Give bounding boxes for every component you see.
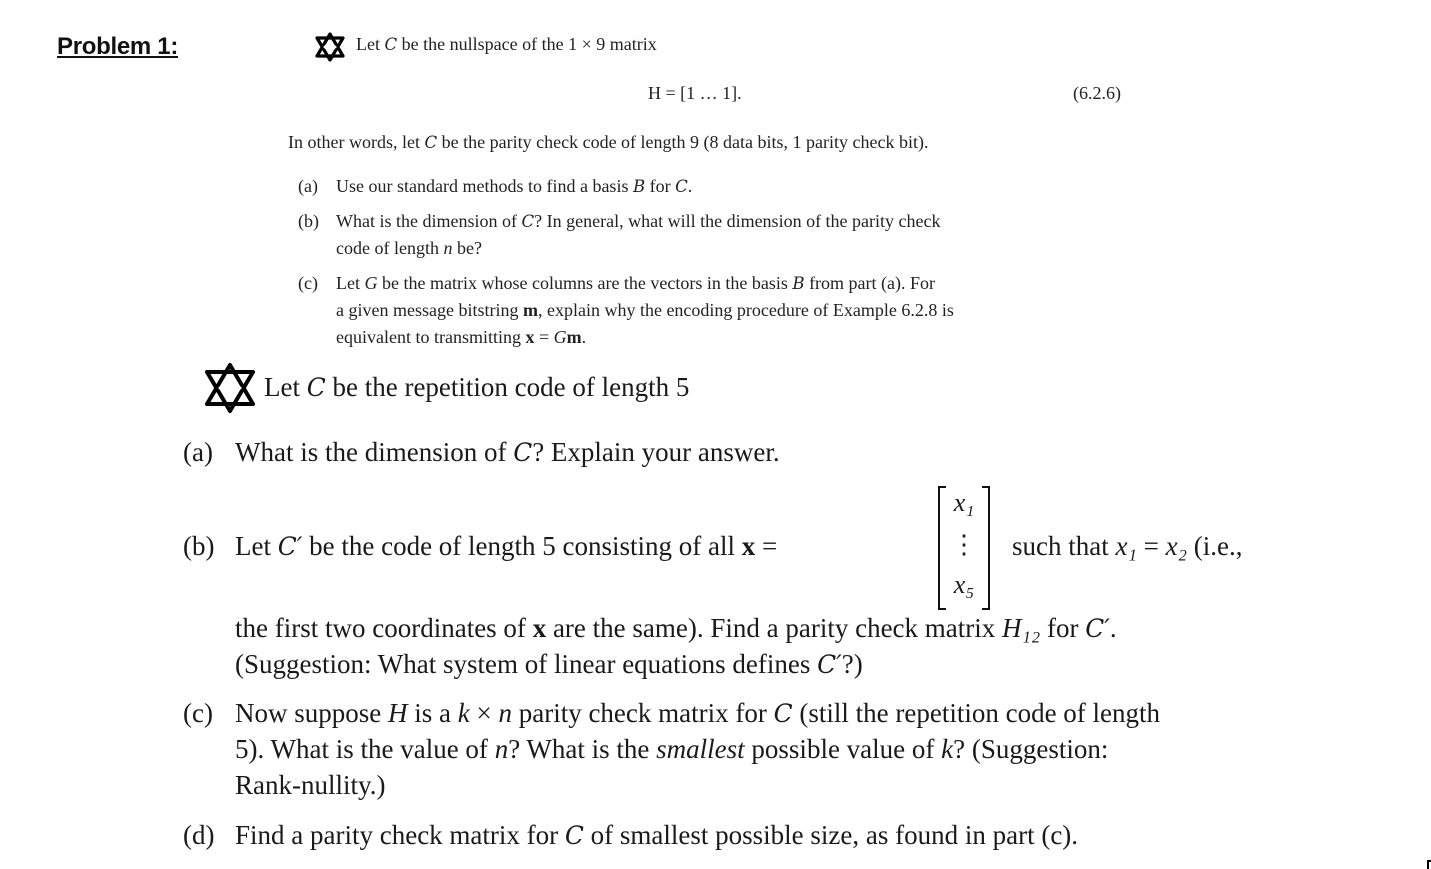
item-label: (b) xyxy=(298,211,319,231)
equation-number: (6.2.6) xyxy=(1073,83,1121,103)
code-C-symbol: C xyxy=(384,35,398,54)
part2-item-b-line3: (Suggestion: What system of linear equations defines C′?) xyxy=(235,649,863,679)
part2-item-c-line2: 5). What is the value of n? What is the smallest possible value of k? (Suggestion: xyxy=(235,734,1109,764)
part2-item-b: (b) Let C′ be the code of length 5 consisting of all x = xyxy=(183,531,778,561)
matrix-vdots: ⋮ xyxy=(951,530,977,559)
part1-item-c-line2: a given message bitstring m, explain why the encoding procedure of Example 6.2.8 is xyxy=(336,300,954,320)
part1-item-b: (b) What is the dimension of C? In general, what will the dimension of the parity check xyxy=(298,211,941,231)
part1-item-c-line3: equivalent to transmitting x = Gm. xyxy=(336,327,587,347)
part1-item-a: (a) Use our standard methods to find a basis B for C. xyxy=(298,176,693,196)
part1-item-c: (c) Let G be the matrix whose columns are the vectors in the basis B from part (a). For xyxy=(298,273,936,293)
item-label: (a) xyxy=(183,437,213,467)
item-label: (d) xyxy=(183,820,215,850)
matrix-entry-bottom: x₅ xyxy=(953,570,975,599)
star-of-david-icon xyxy=(313,32,347,62)
part2-item-c: (c) Now suppose H is a k × n parity check matrix for C (still the repetition code of length xyxy=(183,698,1161,728)
part1-intro: Let C be the nullspace of the 1 × 9 matrix xyxy=(356,34,657,54)
part2-item-d: (d) Find a parity check matrix for C of smallest possible size, as found in part (c). xyxy=(183,820,1079,850)
item-label: (c) xyxy=(298,273,318,293)
part1-other-words: In other words, let C be the parity check code of length 9 (8 data bits, 1 parity check bit). xyxy=(288,132,929,152)
part2-item-b-line2: the first two coordinates of x are the same). Find a parity check matrix H₁₂ for C′. xyxy=(235,613,1117,643)
part2-item-a: (a) What is the dimension of C? Explain your answer. xyxy=(183,437,780,467)
star-of-david-icon xyxy=(202,362,258,414)
part1-item-b-line2: code of length n be? xyxy=(336,238,482,258)
part2-item-c-line3: Rank-nullity.) xyxy=(235,770,386,800)
crop-corner-mark xyxy=(1427,860,1431,869)
item-label: (b) xyxy=(183,531,215,561)
problem-title: Problem 1: xyxy=(57,33,179,60)
item-label: (c) xyxy=(183,698,213,728)
part2-intro: Let C be the repetition code of length 5 xyxy=(264,372,690,402)
column-vector-x xyxy=(938,486,990,608)
equation-H: H = [1 … 1]. xyxy=(648,83,742,103)
part2-item-b-condition: such that x₁ = x₂ (i.e., xyxy=(1012,531,1243,561)
matrix-entry-top: x₁ xyxy=(953,488,975,517)
item-label: (a) xyxy=(298,176,318,196)
